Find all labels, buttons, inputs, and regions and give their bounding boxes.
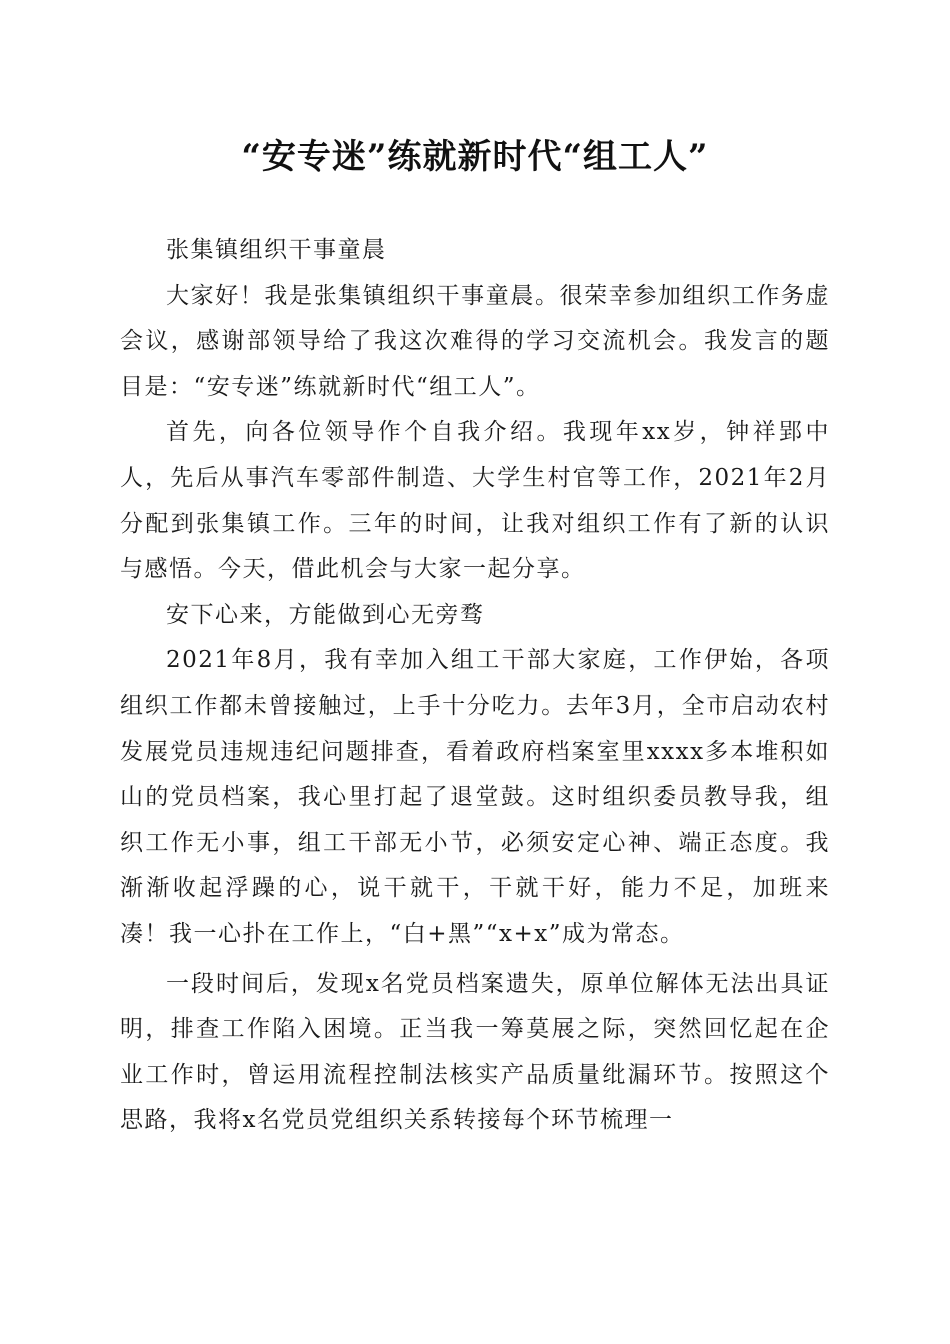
document-body: [120, 228, 830, 1144]
paragraph-introduction: 首先，向各位领导作个自我介绍。我现年xx岁，钟祥郢中人，先后从事汽车零部件制造、大学生村官等工作，2021年2月分配到张集镇工作。三年的时间，让我对组织工作有了新的认识与感悟。今天，借此机会与大家一起分享。: [120, 419, 830, 583]
paragraph-experience: 2021年8月，我有幸加入组工干部大家庭，工作伊始，各项组织工作都未曾接触过，上手十分吃力。去年3月，全市启动农村发展党员违规违纪问题排查，看着政府档案室里xxxx多本堆积如山的党员档案，我心里打起了退堂鼓。这时组织委员教导我，组织工作无小事，组工干部无小节，必须安定心神、端正态度。我渐渐收起浮躁的心，说干就干，干就干好，能力不足，加班来凑！我一心扑在工作上，“白+黑”“x+x”成为常态。: [120, 647, 830, 947]
document-title: “安专迷”练就新时代“组工人”: [241, 137, 709, 177]
paragraph-greeting: 大家好！我是张集镇组织干事童晨。很荣幸参加组织工作务虚会议，感谢部领导给了我这次难得的学习交流机会。我发言的题目是：“安专迷”练就新时代“组工人”。: [120, 282, 830, 400]
section-heading: 安下心来，方能做到心无旁骛: [166, 601, 485, 628]
author-line: 张集镇组织干事童晨: [166, 237, 387, 263]
paragraph-problem-solving: 一段时间后，发现x名党员档案遗失，原单位解体无法出具证明，排查工作陷入困境。正当我一筹莫展之际，突然回忆起在企业工作时，曾运用流程控制法核实产品质量纰漏环节。按照这个思路，我将x名党员党组织关系转接每个环节梳理一: [120, 970, 830, 1134]
